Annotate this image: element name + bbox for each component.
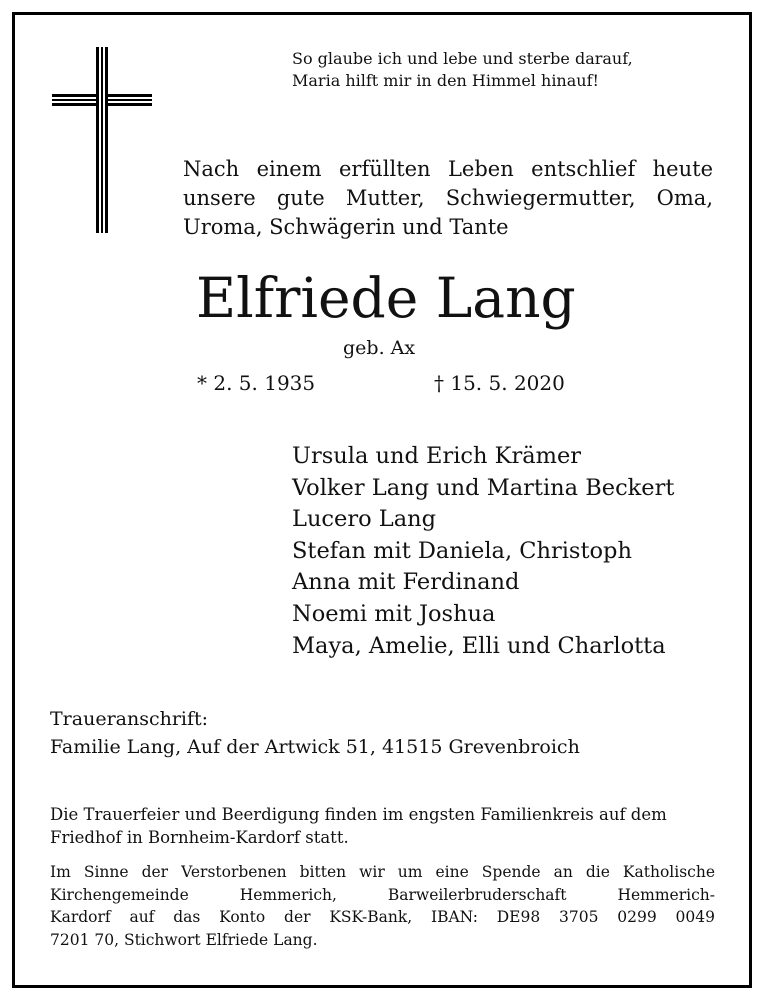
family-member: Volker Lang und Martina Beckert — [292, 474, 675, 501]
family-member: Ursula und Erich Krämer — [292, 443, 582, 469]
family-member: Lucero Lang — [292, 506, 437, 533]
donation-line: Im Sinne der Verstorbenen bitten wir um eine Spende an die Katholische — [50, 863, 715, 881]
donation-line: 7201 70, Stichwort Elfriede Lang. — [50, 930, 318, 949]
address-value: Familie Lang, Auf der Artwick 51, 41515 Grevenbroich — [50, 736, 580, 758]
deceased-name: Elfriede Lang — [196, 266, 576, 330]
birth-date: * 2. 5. 1935 — [197, 371, 316, 395]
donation-request — [50, 861, 715, 951]
family-list — [292, 441, 674, 662]
intro-text: Nach einem erfüllten Leben entschlief heute unsere gute Mutter, Schwiegermutter, Oma, Uroma, Schwägerin und Tante — [183, 157, 713, 239]
family-member: Noemi mit Joshua — [292, 600, 496, 627]
latin-cross-icon — [52, 47, 152, 233]
quote-verse — [292, 48, 633, 92]
address-label: Traueranschrift: — [50, 708, 209, 730]
family-member: Maya, Amelie, Elli und Charlotta — [292, 632, 666, 659]
donation-line: Kardorf auf das Konto der KSK-Bank, IBAN: DE98 3705 0299 0049 — [50, 908, 715, 926]
quote-line: So glaube ich und lebe und sterbe darauf, — [292, 49, 633, 68]
maiden-name: geb. Ax — [343, 337, 416, 359]
funeral-info: Die Trauerfeier und Beerdigung finden im engsten Familienkreis auf dem Friedhof in Bornheim-Kardorf statt. — [50, 805, 667, 847]
family-member: Anna mit Ferdinand — [292, 569, 520, 596]
family-member: Stefan mit Daniela, Christoph — [292, 537, 632, 564]
death-date: † 15. 5. 2020 — [434, 371, 565, 395]
mourning-address — [50, 705, 580, 761]
quote-line: Maria hilft mir in den Himmel hinauf! — [292, 71, 599, 90]
donation-line: Kirchengemeinde Hemmerich, Barweilerbruderschaft Hemmerich- — [50, 885, 715, 904]
